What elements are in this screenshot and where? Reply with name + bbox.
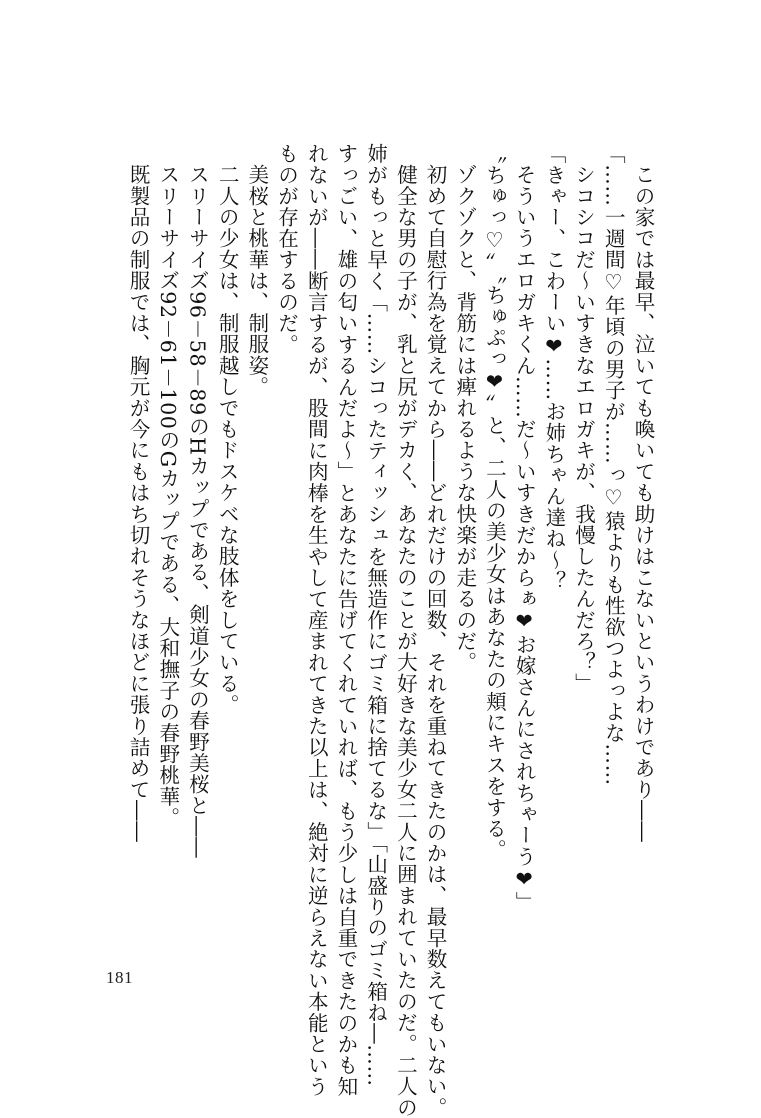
page-number: 181: [106, 968, 133, 987]
text-line: れないが――断言するが、股間に肉棒を生やして産まれてきた以上は、絶対に逆らえない本能という: [304, 143, 329, 1097]
text-line: 「……一週間♡年頃の男子が……っ♡猿よりも性欲つよっよな……: [601, 143, 626, 786]
text-line: そういうエロガキくん……だ～いすきだからぁ❤お嫁さんにされちゃーう❤」: [512, 163, 537, 913]
text-line: この家では最早、泣いても喚いても助けはこないというわけであり――: [631, 163, 655, 842]
text-line: スリーサイズ96－58－89のHカップである、剣道少女の春野美桜と――: [185, 163, 210, 858]
text-line: 〝ちゅっ♡〟〝ちゅぷっ❤〟と、二人の美少女はあなたの頬にキスをする。: [482, 143, 507, 861]
text-line: 既製品の制服では、胸元が今にもはち切れそうなほどに張り詰めて――: [126, 163, 151, 842]
text-line: すっごい、雄の匂いするんだよ～」とあなたに告げてくれていれば、もう少しは自重できたのかも知: [333, 143, 358, 1097]
text-line: 初めて自慰行為を覚えてから――どれだけの回数、それを重ねてきたのかは、最早数えてもいない。: [423, 163, 448, 1118]
text-line: ゾクゾクと、背筋には痺れるような快楽が走るのだ。: [452, 163, 477, 673]
text-line: スリーサイズ92－61－100のGカップである、大和撫子の春野桃華。: [155, 163, 180, 828]
text-line: ものが存在するのだ。: [274, 143, 299, 355]
text-line: 二人の少女は、制服越しでもドスケベな肢体をしている。: [215, 163, 240, 715]
text-line: シコシコだ～いすきなエロガキが、我慢したんだろ？」: [571, 163, 596, 694]
text-line: 美桜と桃華は、制服姿。: [244, 163, 269, 397]
text-line: 姉がもっと早く「……シコったティッシュを無造作にゴミ箱に捨てるな」「山盛りのゴミ箱ね―……: [363, 143, 388, 1087]
text-line: 健全な男の子が、乳と尻がデカく、あなたのことが大好きな美少女二人に囲まれていたのだ。二人の: [393, 163, 418, 1118]
text-line: 「きゃー、こわーい❤……お姉ちゃん達ね～？: [541, 143, 566, 592]
body-text: [122, 143, 657, 1118]
